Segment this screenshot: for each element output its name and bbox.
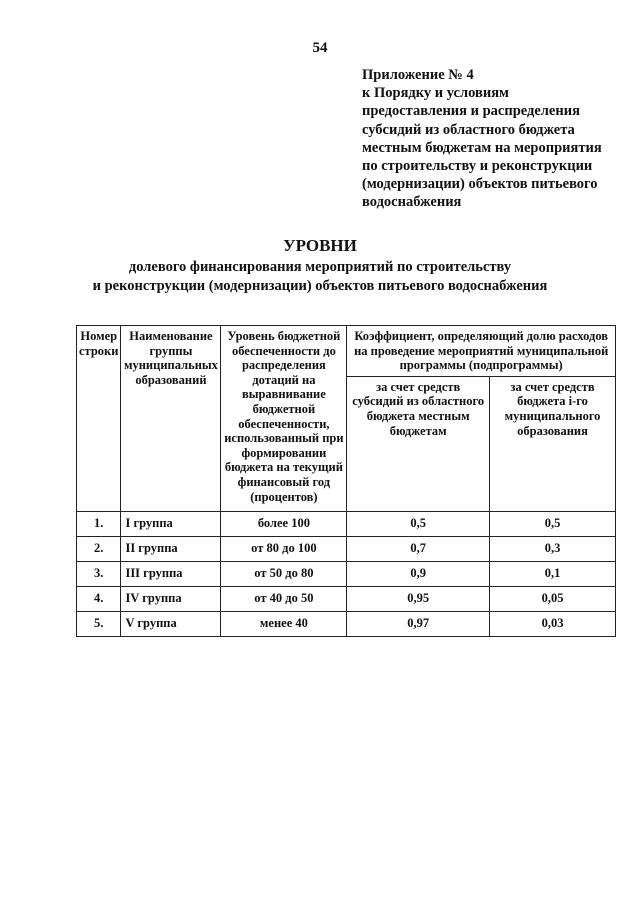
appendix-line: по строительству и реконструкции (362, 158, 593, 175)
cell-group: III группа (121, 561, 221, 586)
cell-level: от 50 до 80 (221, 561, 347, 586)
cell-municipal: 0,3 (490, 536, 616, 561)
table-header (77, 326, 616, 512)
table-row (77, 561, 616, 586)
appendix-line: водоснабжения (362, 194, 462, 211)
appendix-line: Приложение № 4 (362, 67, 474, 83)
cell-regional: 0,95 (347, 586, 490, 611)
header-budget-level: Уровень бюджетной обеспеченности до распределения дотаций на выравнивание бюджетной обеспеченности, использованный при формировании бюджета на текущий финансовый год (процентов) (221, 326, 347, 512)
cell-group: II группа (121, 536, 221, 561)
cell-regional: 0,7 (347, 536, 490, 561)
cell-group: V группа (121, 611, 221, 636)
cell-level: более 100 (221, 511, 347, 536)
table-row (77, 611, 616, 636)
appendix-line: к Порядку и условиям (362, 85, 509, 102)
cell-level: от 80 до 100 (221, 536, 347, 561)
cell-regional: 0,9 (347, 561, 490, 586)
cell-level: от 40 до 50 (221, 586, 347, 611)
cell-level: менее 40 (221, 611, 347, 636)
document-title (0, 236, 640, 296)
title-main: УРОВНИ (283, 236, 357, 255)
header-regional: за счет средств субсидий из областного бюджета местным бюджетам (347, 376, 490, 511)
appendix-line: местным бюджетам на мероприятия (362, 139, 602, 156)
table-row (77, 536, 616, 561)
title-subtitle-line2: и реконструкции (модернизации) объектов питьевого водоснабжения (92, 278, 548, 294)
appendix-line: субсидий из областного бюджета (362, 121, 575, 138)
cell-group: IV группа (121, 586, 221, 611)
header-municipal: за счет средств бюджета i-го муниципального образования (490, 376, 616, 511)
cell-municipal: 0,1 (490, 561, 616, 586)
header-row-number: Номер строки (77, 326, 121, 512)
appendix-line: предоставления и распределения (362, 103, 580, 120)
cell-municipal: 0,05 (490, 586, 616, 611)
cell-num: 5. (77, 611, 121, 636)
page-number: 54 (312, 40, 328, 56)
cell-municipal: 0,5 (490, 511, 616, 536)
appendix-block (362, 66, 632, 212)
title-subtitle-line1: долевого финансирования мероприятий по строительству (128, 259, 512, 275)
cell-regional: 0,97 (347, 611, 490, 636)
table-row (77, 511, 616, 536)
cell-regional: 0,5 (347, 511, 490, 536)
cell-num: 3. (77, 561, 121, 586)
table-row (77, 586, 616, 611)
header-group-name: Наименование группы муниципальных образований (121, 326, 221, 512)
cell-num: 4. (77, 586, 121, 611)
cell-num: 2. (77, 536, 121, 561)
header-coefficient: Коэффициент, определяющий долю расходов на проведение мероприятий муниципальной программы (подпрограммы) (347, 326, 616, 377)
cell-num: 1. (77, 511, 121, 536)
appendix-line: (модернизации) объектов питьевого (362, 176, 598, 193)
cell-municipal: 0,03 (490, 611, 616, 636)
funding-levels-table (76, 325, 616, 637)
cell-group: I группа (121, 511, 221, 536)
